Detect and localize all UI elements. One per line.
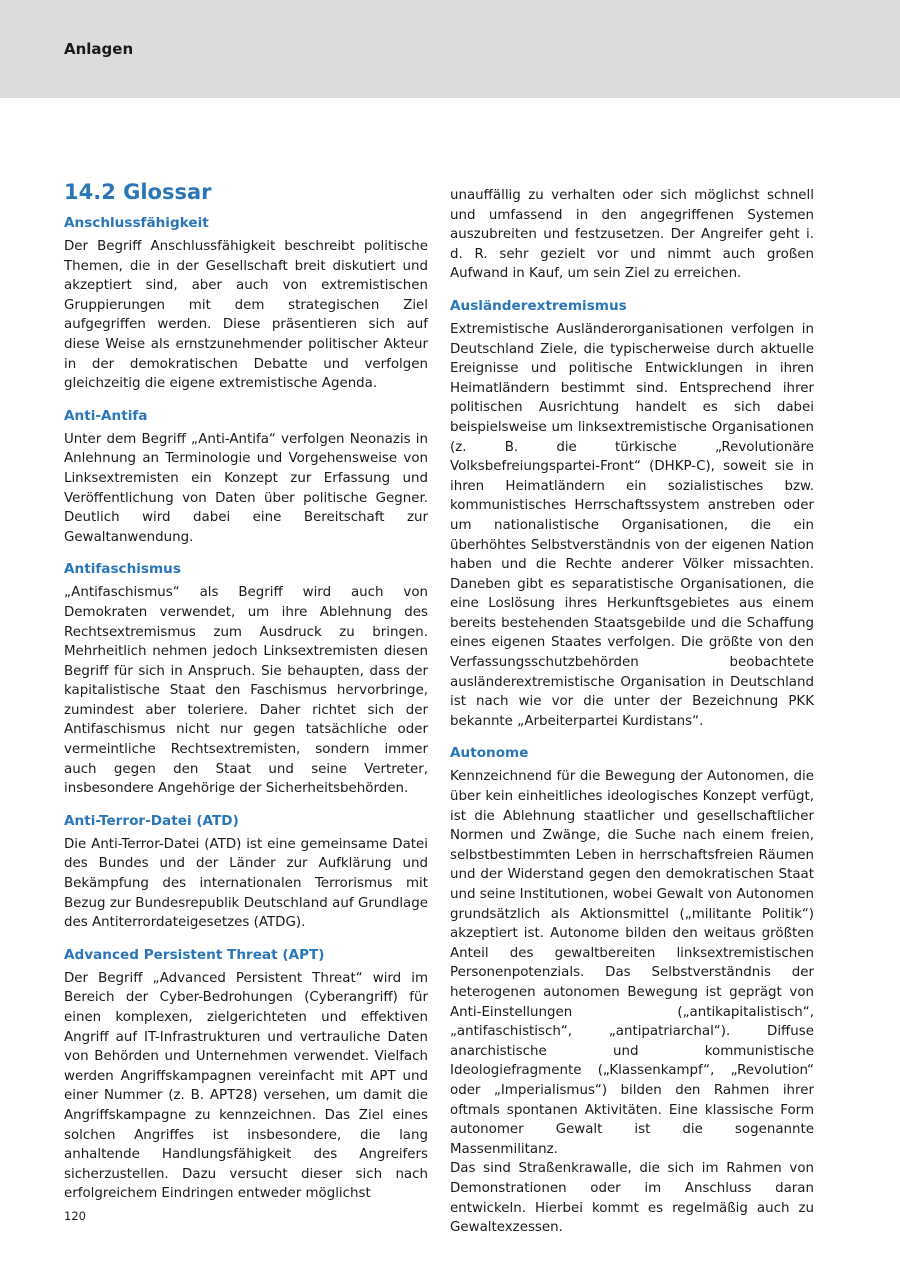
- glossary-definition: Unter dem Begriff „Anti-Antifa“ verfolgen Neonazis in Anlehnung an Terminologie und Vorgehensweise von Linksextremisten ein Konzept zur Erfassung und Veröffentlichung von Daten über politische Gegner. Deutlich wird dabei eine Bereitschaft zur Gewaltanwendung.: [64, 431, 428, 545]
- glossary-definition: Der Begriff Anschlussfähigkeit beschreibt politische Themen, die in der Gesellschaft breit diskutiert und akzeptiert sind, aber auch von extremistischen Gruppierungen mit dem strategischen Ziel aufgegriffen werden. Diese präsentieren sich auf diese Weise als ernstzunehmender politischer Akteur in der demokratischen Debatte und verfolgen gleichzeitig die eigene extremistische Agenda.: [64, 239, 428, 392]
- left-column: [64, 178, 428, 1217]
- glossary-definition-paragraph-2: Das sind Straßenkrawalle, die sich im Rahmen von Demonstrationen oder im Anschluss daran entwickeln. Hierbei kommt es regelmäßig auch zu Gewaltexzessen.: [450, 1161, 814, 1236]
- glossary-definition: Der Begriff „Advanced Persistent Threat“ wird im Bereich der Cyber-Bedrohungen (Cyberangriff) für einen komplexen, zielgerichteten und effektiven Angriff auf IT-Infrastrukturen und vertrauliche Daten von Behörden und Unternehmen verwendet. Vielfach werden Angriffskampagnen vereinfacht mit APT und einer Nummer (z. B. APT28) versehen, um damit die Angriffskampagne zu kennzeichnen. Das Ziel eines solchen Angriffes ist insbesondere, die lang anhaltende Handlungsfähigkeit des Angreifers sicherzustellen. Dazu versucht dieser sich nach erfolgreichem Eindringen entweder möglichst: [64, 970, 428, 1202]
- glossary-definition: Die Anti-Terror-Datei (ATD) ist eine gemeinsame Datei des Bundes und der Länder zur Aufklärung und Bekämpfung des internationalen Terrorismus mit Bezug zur Bundesrepublik Deutschland auf Grundlage des Antiterrordateigesetzes (ATDG).: [64, 836, 428, 931]
- glossary-entry: [64, 214, 428, 394]
- glossary-term: Anschlussfähigkeit: [64, 215, 209, 231]
- glossary-entry: [450, 744, 814, 1237]
- glossary-entry: [64, 812, 428, 933]
- glossary-entry: [64, 407, 428, 548]
- glossary-term: Ausländerextremismus: [450, 297, 627, 314]
- header-label: Anlagen: [64, 40, 134, 58]
- glossary-term: Autonome: [450, 745, 529, 762]
- glossary-entry: [64, 560, 428, 799]
- glossary-entry: [450, 297, 814, 731]
- glossary-definition: Extremistische Ausländerorganisationen verfolgen in Deutschland Ziele, die typischerweise durch aktuelle Ereignisse und politische Entwicklungen in ihren Heimatländern bestimmt sind. Entsprechend ihrer politischen Ausrichtung handelt es sich dabei beispielsweise um linksextremistische Organisationen (z. B. die türkische „Revolutionäre Volksbefreiungspartei-Front“ (DHKP-C), soweit sie in ihren Heimatländern ein sozialistisches bzw. kommunistisches Herrschaftssystem anstreben oder um nationalistische Organisationen, die ein überhöhtes Selbstverständnis von der eigenen Nation haben und die Rechte anderer Völker missachten. Daneben gibt es separatistische Organisationen, die eine Loslösung ihres Herkunftsgebietes aus einem bereits bestehenden Staatsgebilde und die Schaffung eines eigenen Staates verfolgen. Die größte von den Verfassungsschutzbehörden beobachtete ausländerextremistische Organisation in Deutschland ist nach wie vor die unter der Bezeichnung PKK bekannte „Arbeiterpartei Kurdistans“.: [450, 321, 814, 729]
- section-title: 14.2 Glossar: [64, 180, 212, 204]
- glossary-definition: „Antifaschismus“ als Begriff wird auch von Demokraten verwendet, um ihre Ablehnung des Rechtsextremismus zum Ausdruck zu bringen. Mehrheitlich nehmen jedoch Linksextremisten diesen Begriff für sich in Anspruch. Sie behaupten, dass der kapitalistische Staat den Faschismus hervorbringe, zumindest aber toleriere. Daher richtet sich der Antifaschismus nicht nur gegen tatsächliche oder vermeintliche Rechtsextremisten, sondern immer auch gegen den Staat und seine Vertreter, insbesondere Angehörige der Sicherheitsbehörden.: [64, 585, 428, 797]
- glossary-term: Anti-Terror-Datei (ATD): [64, 812, 239, 829]
- glossary-term: Anti-Antifa: [64, 407, 148, 424]
- header-band: [0, 0, 900, 98]
- page-number: 120: [64, 1209, 86, 1223]
- glossary-term: Antifaschismus: [64, 561, 181, 578]
- glossary-term: Advanced Persistent Threat (APT): [64, 946, 325, 963]
- glossary-continuation: [450, 186, 814, 284]
- glossary-definition: Kennzeichnend für die Bewegung der Autonomen, die über kein einheitliches ideologisches Konzept verfügt, ist die Ablehnung staatlicher und gesellschaftlicher Normen und Zwänge, die Suche nach einem freien, selbstbestimmten Leben in herrschaftsfreien Räumen und der Widerstand gegen den demokratischen Staat und seine Institutionen, wobei Gewalt von Autonomen grundsätzlich als Aktionsmittel („militante Politik“) akzeptiert ist. Autonome bilden den weitaus größten Anteil des gewaltbereiten linksextremistischen Personenpotenzials. Das Selbstverständnis der heterogenen autonomen Bewegung ist geprägt von Anti-Einstellungen („antikapitalistisch“, „antifaschistisch“, „antipatriarchal“). Diffuse anarchistische und kommunistische Ideologiefragmente („Klassenkampf“, „Revolution“ oder „Imperialismus“) bilden den Rahmen ihrer oftmals spontanen Aktivitäten. Eine klassische Form autonomer Gewalt ist die sogenannte Massenmilitanz.: [450, 769, 814, 1157]
- glossary-definition-continued: unauffällig zu verhalten oder sich möglichst schnell und umfassend in den angegriffenen Systemen auszubreiten und festzusetzen. Der Angreifer geht i. d. R. sehr gezielt vor und nimmt auch großen Aufwand in Kauf, um sein Ziel zu erreichen.: [450, 188, 814, 282]
- right-column: [450, 186, 814, 1251]
- glossary-entry: [64, 946, 428, 1204]
